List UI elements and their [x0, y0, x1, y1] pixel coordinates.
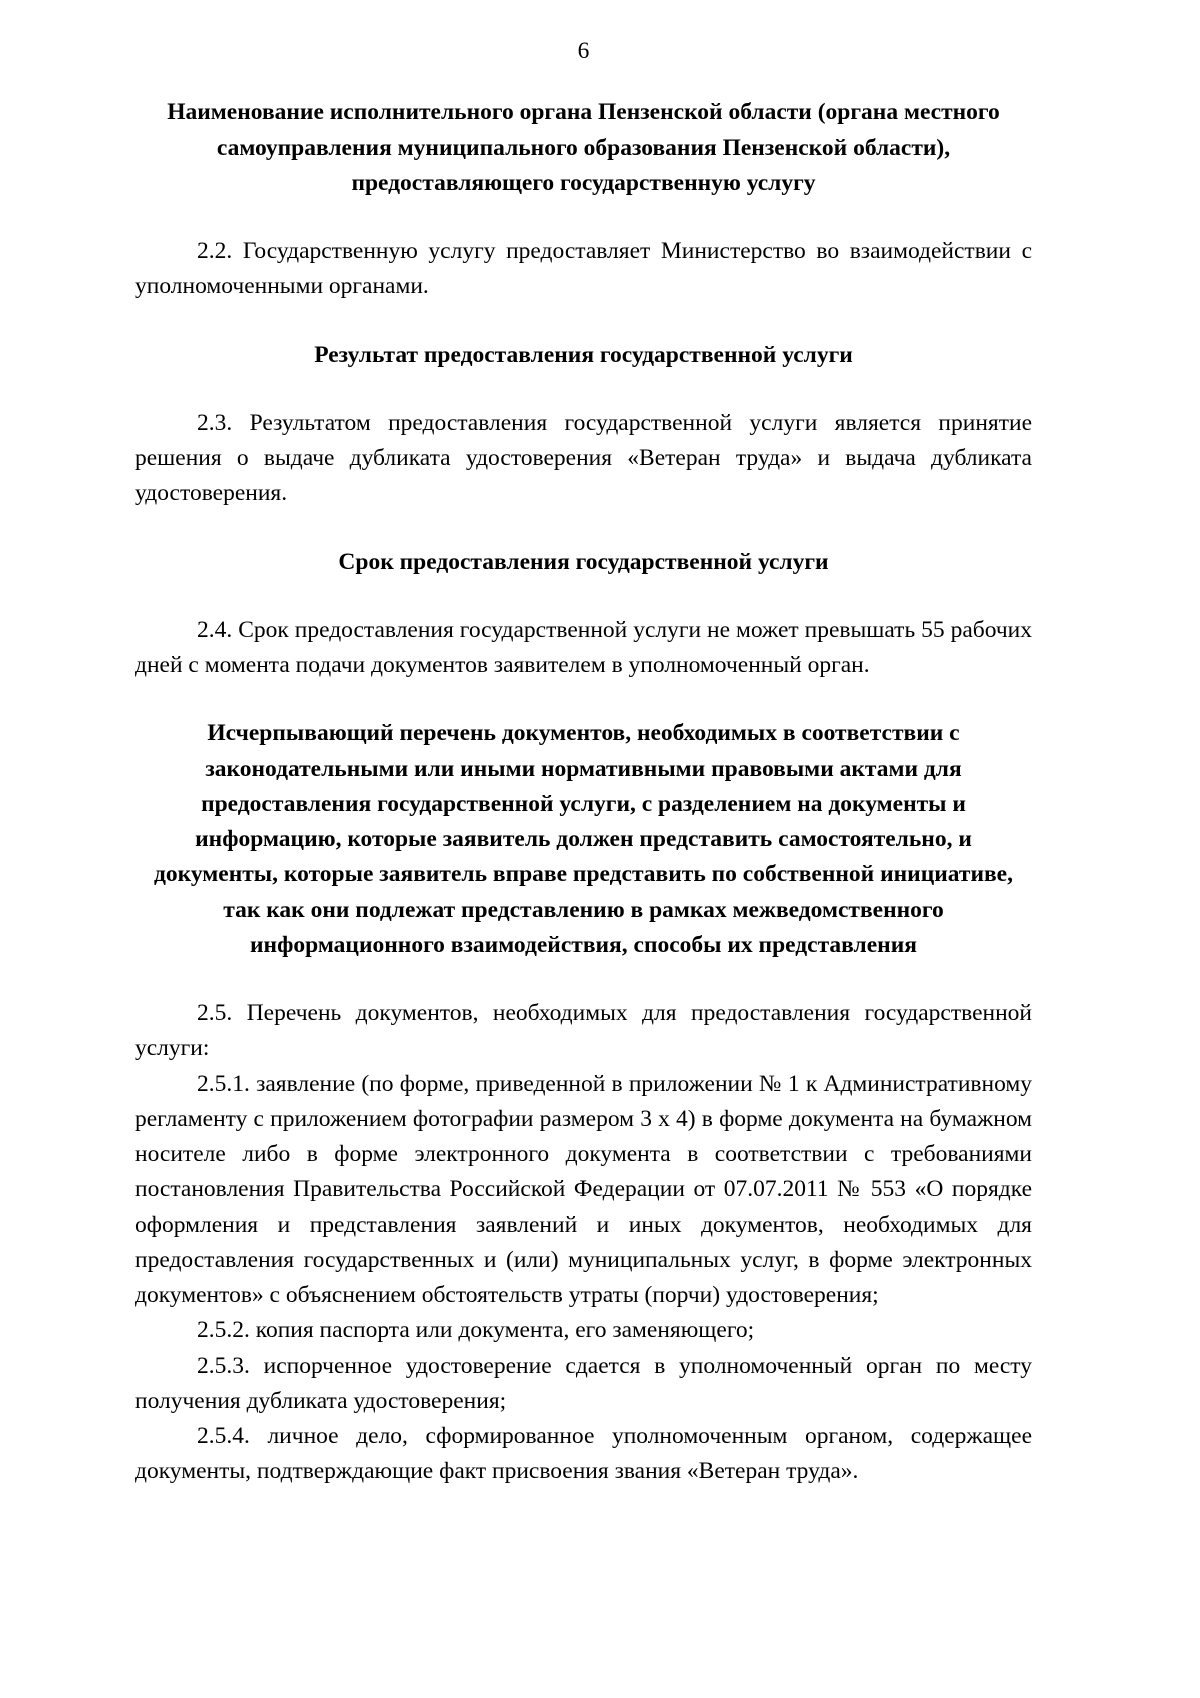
paragraph-2-5-2: 2.5.2. копия паспорта или документа, его заменяющего; — [197, 1317, 755, 1344]
paragraph-2-3: 2.3. Результатом предоставления государственной услуги является принятие решения о выдаче дубликата удостоверения «Ветеран труда» и выдача дубликата удостоверения. — [135, 409, 1032, 507]
section-heading-agency-name: Наименование исполнительного органа Пензенской области (органа местного самоуправления муниципального образования Пензенской области), предоставляющего государственную услугу — [167, 99, 1000, 196]
page-number: 6 — [577, 38, 590, 64]
paragraph-2-5: 2.5. Перечень документов, необходимых для предоставления государственной услуги: — [135, 1000, 1032, 1062]
paragraph-2-5-3: 2.5.3. испорченное удостоверение сдается в уполномоченный орган по месту получения дубликата удостоверения; — [135, 1352, 1032, 1414]
paragraph-2-5-1: 2.5.1. заявление (по форме, приведенной в приложении № 1 к Административному регламенту с приложением фотографии размером 3 х 4) в форме документа на бумажном носителе либо в форме электронного документа в соответствии с требованиями постановления Правительства Российской Федерации от 07.07.2011 № 553 «О порядке оформления и представления заявлений и иных документов, необходимых для предоставления государственных и (или) муниципальных услуг, в форме электронных документов» с объяснением обстоятельств утраты (порчи) удостоверения; — [135, 1070, 1032, 1308]
section-heading-required-documents: Исчерпывающий перечень документов, необходимых в соответствии с законодательными или иными нормативными правовыми актами для предоставления государственной услуги, с разделением на документы и информацию, которые заявитель должен представить самостоятельно, и документы, которые заявитель вправе представить по собственной инициативе, так как они подлежат представлению в рамках межведомственного информационного взаимодействия, способы их представления — [154, 720, 1013, 958]
section-heading-service-result: Результат предоставления государственной услуги — [314, 341, 853, 368]
section-heading-service-term: Срок предоставления государственной услуги — [338, 548, 829, 575]
paragraph-2-4: 2.4. Срок предоставления государственной услуги не может превышать 55 рабочих дней с момента подачи документов заявителем в уполномоченный орган. — [135, 616, 1032, 678]
paragraph-2-5-4: 2.5.4. личное дело, сформированное уполномоченным органом, содержащее документы, подтверждающие факт присвоения звания «Ветеран труда». — [135, 1423, 1032, 1485]
paragraph-2-2: 2.2. Государственную услугу предоставляет Министерство во взаимодействии с уполномоченными органами. — [135, 238, 1032, 300]
